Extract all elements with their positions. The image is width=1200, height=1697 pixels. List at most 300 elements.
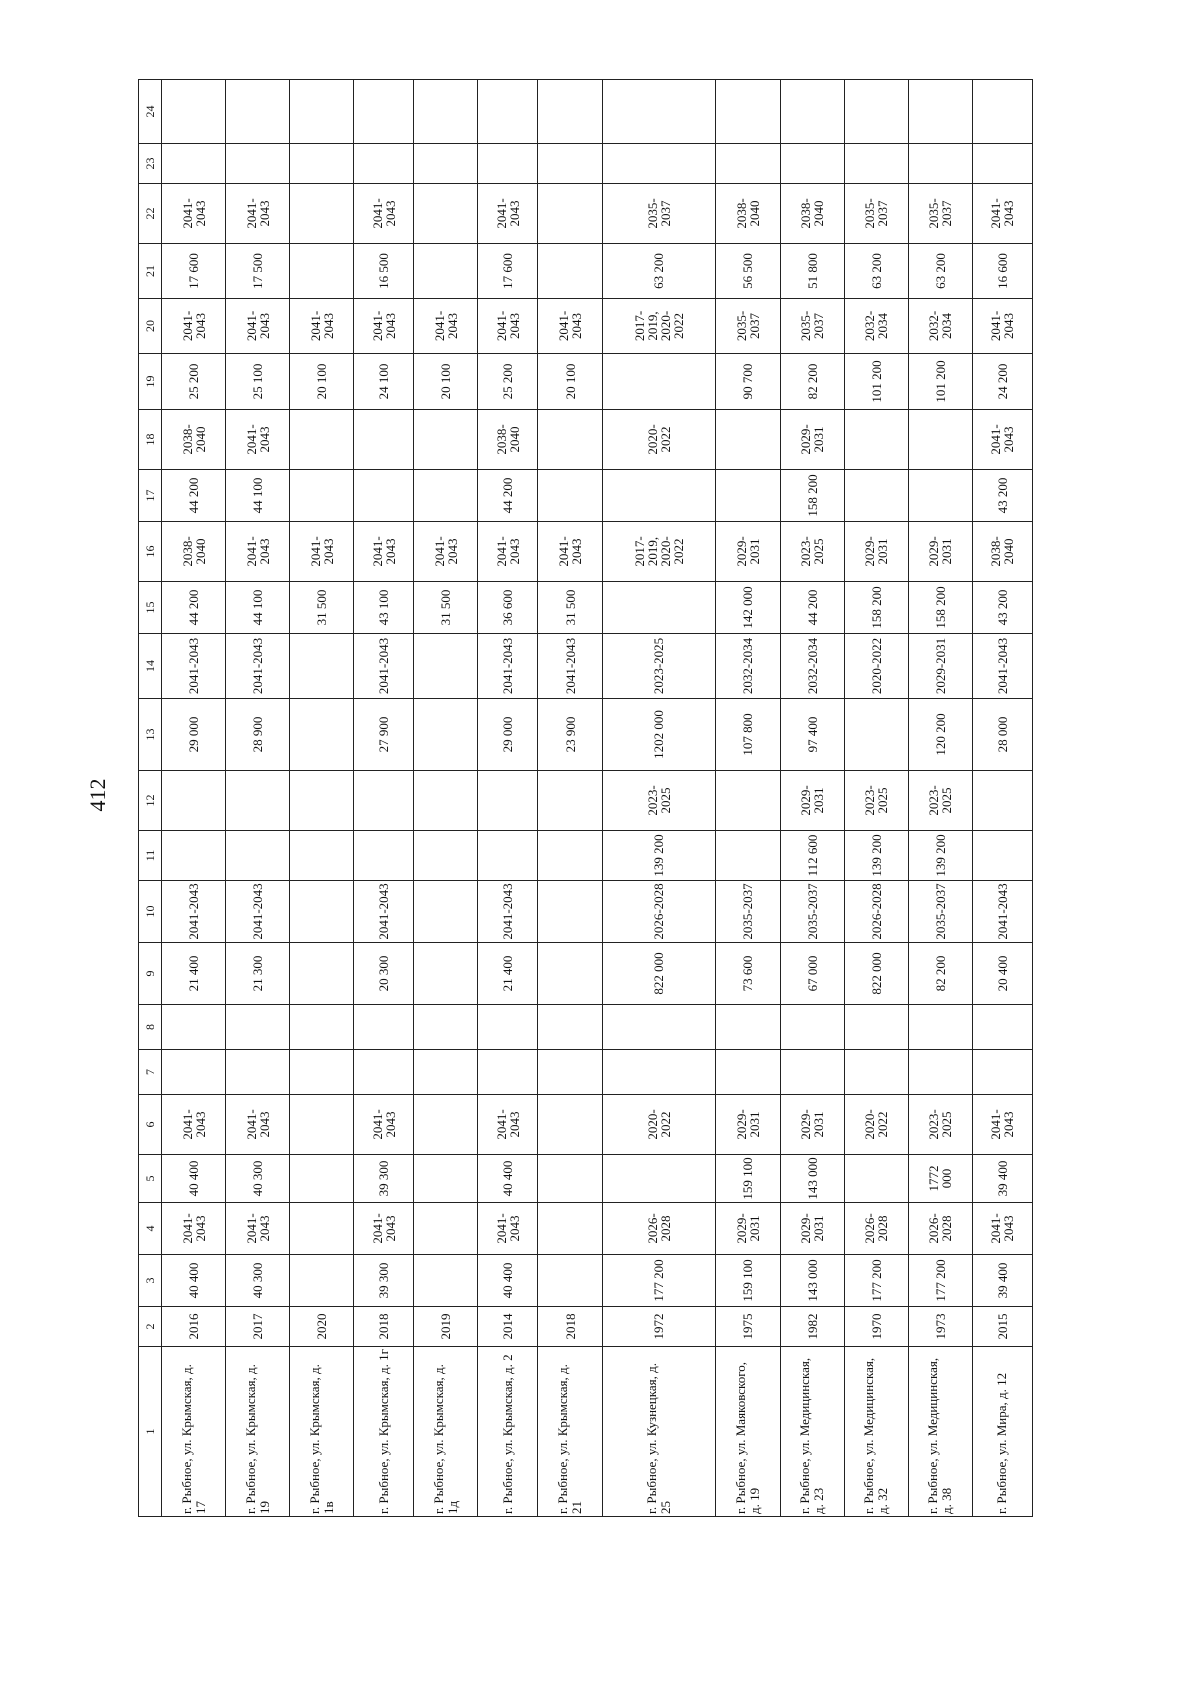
table-cell: 2041-2043 [478,522,538,582]
table-cell [972,144,1032,184]
table-cell: 2029-2031 [780,410,844,470]
table-cell: 2018 [538,1307,602,1347]
table-cell: 82 200 [908,943,972,1005]
table-cell: 44 200 [162,470,226,522]
address-cell: г. Рыбное, ул. Крымская, д. 1д [414,1347,478,1517]
table-cell [908,144,972,184]
table-cell: 158 200 [780,470,844,522]
table-cell: 2029-2031 [844,522,908,582]
table-cell [414,244,478,299]
table-cell: 2041-2043 [972,1203,1032,1255]
column-header: 3 [139,1255,162,1307]
table-cell: 31 500 [414,582,478,634]
table-cell: 2015 [972,1307,1032,1347]
table-cell: 31 500 [290,582,354,634]
table-cell [290,144,354,184]
table-cell [414,771,478,831]
table-cell: 2023-2025 [908,1095,972,1155]
table-cell [972,771,1032,831]
table-cell: 158 200 [908,582,972,634]
table-cell [538,1255,602,1307]
table-cell: 97 400 [780,699,844,771]
column-header: 15 [139,582,162,634]
table-cell [972,1050,1032,1095]
table-cell: 1970 [844,1307,908,1347]
table-cell: 17 600 [478,244,538,299]
table-row [602,80,716,1517]
column-header: 19 [139,354,162,410]
table-cell: 2023-2025 [908,771,972,831]
table-cell [226,80,290,144]
table-cell [538,1095,602,1155]
table-cell: 2035-2037 [716,299,780,354]
table-cell [538,1203,602,1255]
column-header: 23 [139,144,162,184]
table-cell: 2035-2037 [602,184,716,244]
table-cell: 2023-2025 [602,634,716,699]
table-cell [716,831,780,881]
table-cell [538,244,602,299]
table-cell: 63 200 [602,244,716,299]
table-cell [354,831,414,881]
table-row [478,80,538,1517]
table-cell: 2035-2037 [716,881,780,943]
table-cell: 2032-2034 [780,634,844,699]
table-cell: 2041-2043 [972,634,1032,699]
table-cell: 39 300 [354,1155,414,1203]
table-cell [414,1005,478,1050]
table-cell [716,771,780,831]
table-cell: 2029-2031 [908,522,972,582]
table-cell: 2041-2043 [354,1095,414,1155]
table-cell [538,184,602,244]
table-cell: 2029-2031 [716,1203,780,1255]
table-row [354,80,414,1517]
table-cell: 2041-2043 [538,299,602,354]
address-cell: г. Рыбное, ул. Крымская, д. 1г [354,1347,414,1517]
table-cell [162,1005,226,1050]
table-cell [354,771,414,831]
column-header: 7 [139,1050,162,1095]
table-cell [290,1155,354,1203]
address-cell: г. Рыбное, ул. Кузнецкая, д. 25 [602,1347,716,1517]
table-cell: 2041-2043 [478,184,538,244]
table-cell [972,1005,1032,1050]
table-cell: 28 000 [972,699,1032,771]
table-cell: 2032-2034 [908,299,972,354]
table-cell [290,470,354,522]
table-cell: 2041-2043 [162,1095,226,1155]
table-cell [538,144,602,184]
table-cell [414,410,478,470]
table-cell [290,1203,354,1255]
table-cell: 112 600 [780,831,844,881]
table-cell [972,831,1032,881]
table-cell: 822 000 [602,943,716,1005]
table-cell [414,1255,478,1307]
table-cell: 2041-2043 [354,299,414,354]
table-cell: 2016 [162,1307,226,1347]
table-cell: 2035-2037 [780,881,844,943]
column-header: 21 [139,244,162,299]
table-cell: 20 100 [290,354,354,410]
table-cell: 1772 000 [908,1155,972,1203]
table-cell: 2035-2037 [908,881,972,943]
table-cell [290,244,354,299]
table-cell [290,184,354,244]
table-cell: 2035-2037 [780,299,844,354]
table-cell: 20 100 [538,354,602,410]
table-cell: 2041-2043 [972,1095,1032,1155]
table-cell: 44 200 [478,470,538,522]
table-cell: 2038-2040 [478,410,538,470]
table-cell [908,80,972,144]
table-cell: 2026-2028 [844,881,908,943]
table-cell: 177 200 [602,1255,716,1307]
table-cell: 107 800 [716,699,780,771]
table-cell: 139 200 [602,831,716,881]
table-cell [602,80,716,144]
table-cell: 2041-2043 [162,1203,226,1255]
table-cell: 1975 [716,1307,780,1347]
address-cell: г. Рыбное, ул. Крымская, д. 19 [226,1347,290,1517]
table-cell: 2041-2043 [290,522,354,582]
table-cell: 40 400 [478,1155,538,1203]
table-cell: 2032-2034 [844,299,908,354]
table-cell: 16 500 [354,244,414,299]
table-cell: 44 100 [226,470,290,522]
table-cell: 27 900 [354,699,414,771]
table-cell [354,410,414,470]
table-cell [162,80,226,144]
address-cell: г. Рыбное, ул. Крымская, д. 17 [162,1347,226,1517]
table-cell [290,943,354,1005]
table-cell: 24 200 [972,354,1032,410]
table-cell: 2041-2043 [354,522,414,582]
table-cell [162,771,226,831]
table-cell: 20 300 [354,943,414,1005]
table-cell [538,470,602,522]
table-cell [478,80,538,144]
table-cell: 2029-2031 [780,1095,844,1155]
table-cell: 2020-2022 [602,410,716,470]
table-cell: 2023-2025 [780,522,844,582]
table-cell: 2041-2043 [162,634,226,699]
table-cell [414,1203,478,1255]
table-row [780,80,844,1517]
table-cell: 2019 [414,1307,478,1347]
table-cell: 20 400 [972,943,1032,1005]
table-cell [602,144,716,184]
table-cell: 2038-2040 [972,522,1032,582]
column-header: 16 [139,522,162,582]
table-cell: 40 300 [226,1255,290,1307]
table-cell [414,1155,478,1203]
table-cell: 29 000 [478,699,538,771]
table-cell: 142 000 [716,582,780,634]
table-cell: 2041-2043 [972,410,1032,470]
table-cell [538,1050,602,1095]
table-row [290,80,354,1517]
table-cell [972,80,1032,144]
table-cell: 1973 [908,1307,972,1347]
table-cell [716,470,780,522]
table-cell: 2041-2043 [162,881,226,943]
table-cell: 2023-2025 [602,771,716,831]
table-cell [716,410,780,470]
table-cell: 2038-2040 [716,184,780,244]
table-cell [844,410,908,470]
column-header: 1 [139,1347,162,1517]
column-header: 6 [139,1095,162,1155]
table-row [414,80,478,1517]
table-cell: 25 200 [478,354,538,410]
table-cell: 43 100 [354,582,414,634]
table-cell: 2041-2043 [538,634,602,699]
table-cell [908,410,972,470]
table-cell: 2041-2043 [354,184,414,244]
table-cell: 2038-2040 [780,184,844,244]
table-cell [290,1095,354,1155]
table-cell [780,80,844,144]
table-cell [414,1095,478,1155]
table-cell [844,1050,908,1095]
table-cell: 2020 [290,1307,354,1347]
table-cell [162,144,226,184]
table-cell [414,1050,478,1095]
table-cell: 2026-2028 [602,881,716,943]
table-cell: 21 400 [478,943,538,1005]
table-cell: 39 400 [972,1255,1032,1307]
table-cell: 23 900 [538,699,602,771]
table-cell: 43 200 [972,470,1032,522]
address-cell: г. Рыбное, ул. Мира, д. 12 [972,1347,1032,1517]
table-cell [602,354,716,410]
table-cell: 2035-2037 [844,184,908,244]
table-cell [162,831,226,881]
column-header: 8 [139,1005,162,1050]
table-cell: 139 200 [844,831,908,881]
table-cell: 120 200 [908,699,972,771]
table-cell [290,634,354,699]
table-cell: 2020-2022 [602,1095,716,1155]
table-cell: 1972 [602,1307,716,1347]
table-cell [844,1155,908,1203]
table-cell: 31 500 [538,582,602,634]
table-cell: 2018 [354,1307,414,1347]
table-cell [414,831,478,881]
table-cell [414,80,478,144]
table-cell: 56 500 [716,244,780,299]
table-cell: 2026-2028 [844,1203,908,1255]
table-cell [538,1005,602,1050]
table-cell: 2041-2043 [414,299,478,354]
table-cell: 2014 [478,1307,538,1347]
table-cell [602,1005,716,1050]
table-cell [478,1050,538,1095]
table-cell [354,144,414,184]
table-row [162,80,226,1517]
table-cell: 21 300 [226,943,290,1005]
table-cell [844,470,908,522]
table-cell [602,470,716,522]
table-cell [414,144,478,184]
table-cell [478,144,538,184]
table-cell [716,1005,780,1050]
table-cell: 2041-2043 [226,1095,290,1155]
column-header: 5 [139,1155,162,1203]
table-cell [354,1050,414,1095]
table-cell [414,470,478,522]
table-cell [478,771,538,831]
table-cell: 2041-2043 [538,522,602,582]
table-row [226,80,290,1517]
column-header: 24 [139,80,162,144]
table-cell [290,771,354,831]
table-cell [780,144,844,184]
table-cell [908,470,972,522]
table-cell: 2041-2043 [354,1203,414,1255]
column-header: 2 [139,1307,162,1347]
table-cell: 25 200 [162,354,226,410]
table-cell [716,1050,780,1095]
table-cell: 43 200 [972,582,1032,634]
table-cell: 51 800 [780,244,844,299]
table-cell: 2041-2043 [226,1203,290,1255]
table-row [844,80,908,1517]
table-cell [290,410,354,470]
table-cell: 177 200 [908,1255,972,1307]
table-cell [538,881,602,943]
table-cell: 1202 000 [602,699,716,771]
column-header: 22 [139,184,162,244]
table-cell [602,1050,716,1095]
table-cell: 2026-2028 [602,1203,716,1255]
table-cell: 2041-2043 [354,634,414,699]
column-header: 12 [139,771,162,831]
table-cell: 2041-2043 [478,299,538,354]
table-cell: 143 000 [780,1255,844,1307]
table-cell: 21 400 [162,943,226,1005]
table-cell [844,80,908,144]
column-header: 13 [139,699,162,771]
table-row [538,80,602,1517]
table-cell [780,1050,844,1095]
table-cell: 2041-2043 [478,1095,538,1155]
table-cell: 2029-2031 [716,522,780,582]
table-cell [226,1050,290,1095]
table-cell: 28 900 [226,699,290,771]
table-cell: 20 100 [414,354,478,410]
data-table [138,79,1033,1517]
table-cell: 25 100 [226,354,290,410]
table-cell: 44 200 [780,582,844,634]
address-cell: г. Рыбное, ул. Крымская, д. 1в [290,1347,354,1517]
table-row [908,80,972,1517]
table-cell: 2017-2019, 2020-2022 [602,299,716,354]
table-cell: 67 000 [780,943,844,1005]
table-cell [414,943,478,1005]
table-cell [716,144,780,184]
address-cell: г. Рыбное, ул. Крымская, д. 2 [478,1347,538,1517]
table-cell [414,881,478,943]
table-cell: 159 100 [716,1155,780,1203]
table-cell [844,144,908,184]
table-cell: 36 600 [478,582,538,634]
rotated-table-wrapper [138,80,1033,1517]
table-cell: 44 100 [226,582,290,634]
table-cell: 2041-2043 [478,1203,538,1255]
table-cell: 159 100 [716,1255,780,1307]
address-cell: г. Рыбное, ул. Крымская, д. 21 [538,1347,602,1517]
table-cell: 2041-2043 [226,634,290,699]
table-cell: 40 400 [162,1255,226,1307]
table-cell: 2017-2019, 2020-2022 [602,522,716,582]
table-cell: 82 200 [780,354,844,410]
table-cell [162,1050,226,1095]
table-cell: 2041-2043 [972,184,1032,244]
table-cell: 2029-2031 [908,634,972,699]
table-cell [290,699,354,771]
table-cell: 2029-2031 [780,771,844,831]
header-row [139,80,162,1517]
table-cell: 2020-2022 [844,634,908,699]
table-cell [538,410,602,470]
column-header: 9 [139,943,162,1005]
table-cell [290,1050,354,1095]
table-cell: 44 200 [162,582,226,634]
table-cell: 24 100 [354,354,414,410]
table-row [716,80,780,1517]
column-header: 11 [139,831,162,881]
column-header: 14 [139,634,162,699]
table-cell: 2041-2043 [290,299,354,354]
table-cell: 2041-2043 [162,299,226,354]
table-cell [414,699,478,771]
table-cell [602,1155,716,1203]
page-number: 412 [85,778,110,812]
table-cell [538,1155,602,1203]
table-cell: 2041-2043 [162,184,226,244]
table-row [972,80,1032,1517]
address-cell: г. Рыбное, ул. Медицинская, д. 23 [780,1347,844,1517]
table-cell [478,831,538,881]
table-cell: 2038-2040 [162,522,226,582]
table-cell [226,771,290,831]
table-cell: 29 000 [162,699,226,771]
table-cell: 63 200 [844,244,908,299]
table-cell: 2035-2037 [908,184,972,244]
table-cell: 2041-2043 [972,299,1032,354]
table-cell [354,80,414,144]
table-cell: 63 200 [908,244,972,299]
table-cell: 17 600 [162,244,226,299]
table-cell [780,1005,844,1050]
table-cell [290,1255,354,1307]
table-cell: 2041-2043 [226,522,290,582]
table-cell: 2041-2043 [972,881,1032,943]
table-cell: 2041-2043 [226,410,290,470]
table-cell [602,582,716,634]
table-cell [478,1005,538,1050]
table-cell: 2029-2031 [716,1095,780,1155]
table-cell: 2032-2034 [716,634,780,699]
table-cell: 2041-2043 [414,522,478,582]
address-cell: г. Рыбное, ул. Медицинская, д. 38 [908,1347,972,1517]
column-header: 18 [139,410,162,470]
table-cell [538,771,602,831]
table-cell [844,1005,908,1050]
